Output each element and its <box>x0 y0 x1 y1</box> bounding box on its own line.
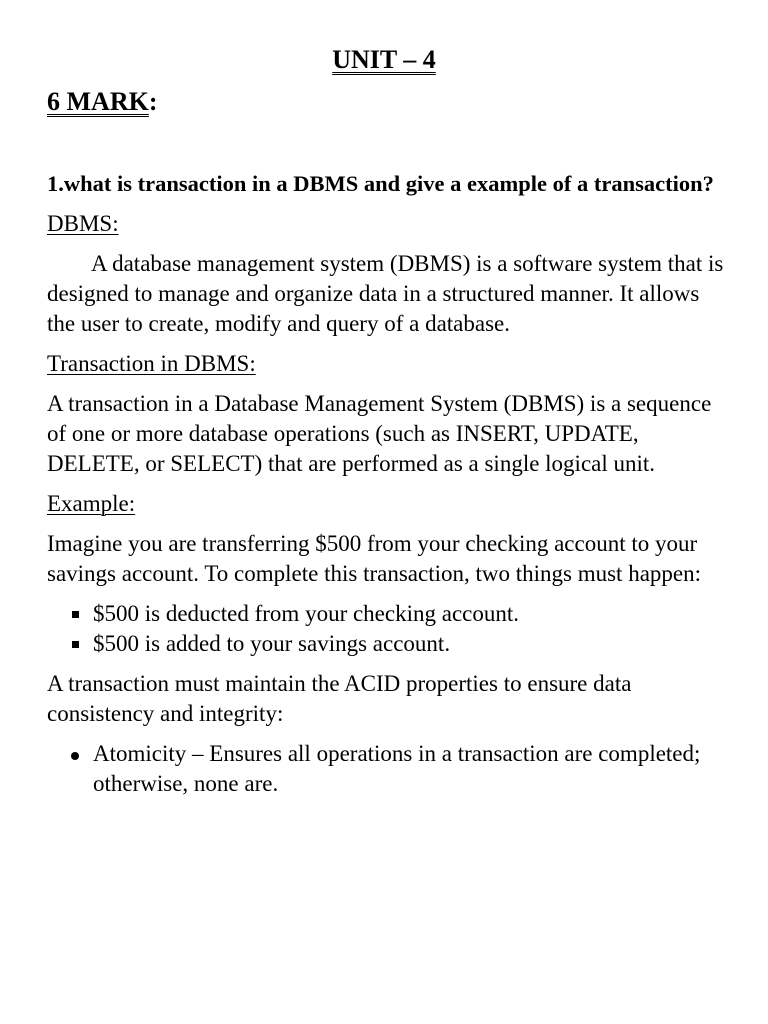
example-steps-list <box>47 599 727 659</box>
mark-heading <box>47 86 158 118</box>
transaction-heading <box>47 349 727 379</box>
list-item: Atomicity – Ensures all operations in a transaction are completed; otherwise, none are. <box>47 739 727 799</box>
list-item: $500 is deducted from your checking account. <box>47 599 727 629</box>
list-item: $500 is added to your savings account. <box>47 629 727 659</box>
transaction-heading-text: Transaction in DBMS: <box>47 351 256 376</box>
example-heading <box>47 489 727 519</box>
example-heading-text: Example: <box>47 491 136 516</box>
example-paragraph: Imagine you are transferring $500 from your checking account to your savings account. To complete this transaction, two things must happen: <box>47 531 701 586</box>
dbms-heading-text: DBMS: <box>47 211 119 236</box>
question-text: 1.what is transaction in a DBMS and give a example of a transaction? <box>47 171 714 196</box>
mark-heading-label: 6 MARK <box>47 87 149 116</box>
unit-title <box>0 44 768 76</box>
document-body <box>47 169 727 809</box>
acid-properties-list <box>47 739 727 799</box>
dbms-paragraph: A database management system (DBMS) is a software system that is designed to manage and organize data in a structured manner. It allows the user to create, modify and query of a database. <box>47 251 724 336</box>
acid-paragraph: A transaction must maintain the ACID properties to ensure data consistency and integrity: <box>47 671 632 726</box>
unit-title-text: UNIT – 4 <box>332 45 436 74</box>
transaction-paragraph: A transaction in a Database Management System (DBMS) is a sequence of one or more database operations (such as INSERT, UPDATE, DELETE, or SELECT) that are performed as a single logical unit. <box>47 391 712 476</box>
mark-heading-suffix: : <box>148 87 158 116</box>
dbms-heading <box>47 209 727 239</box>
